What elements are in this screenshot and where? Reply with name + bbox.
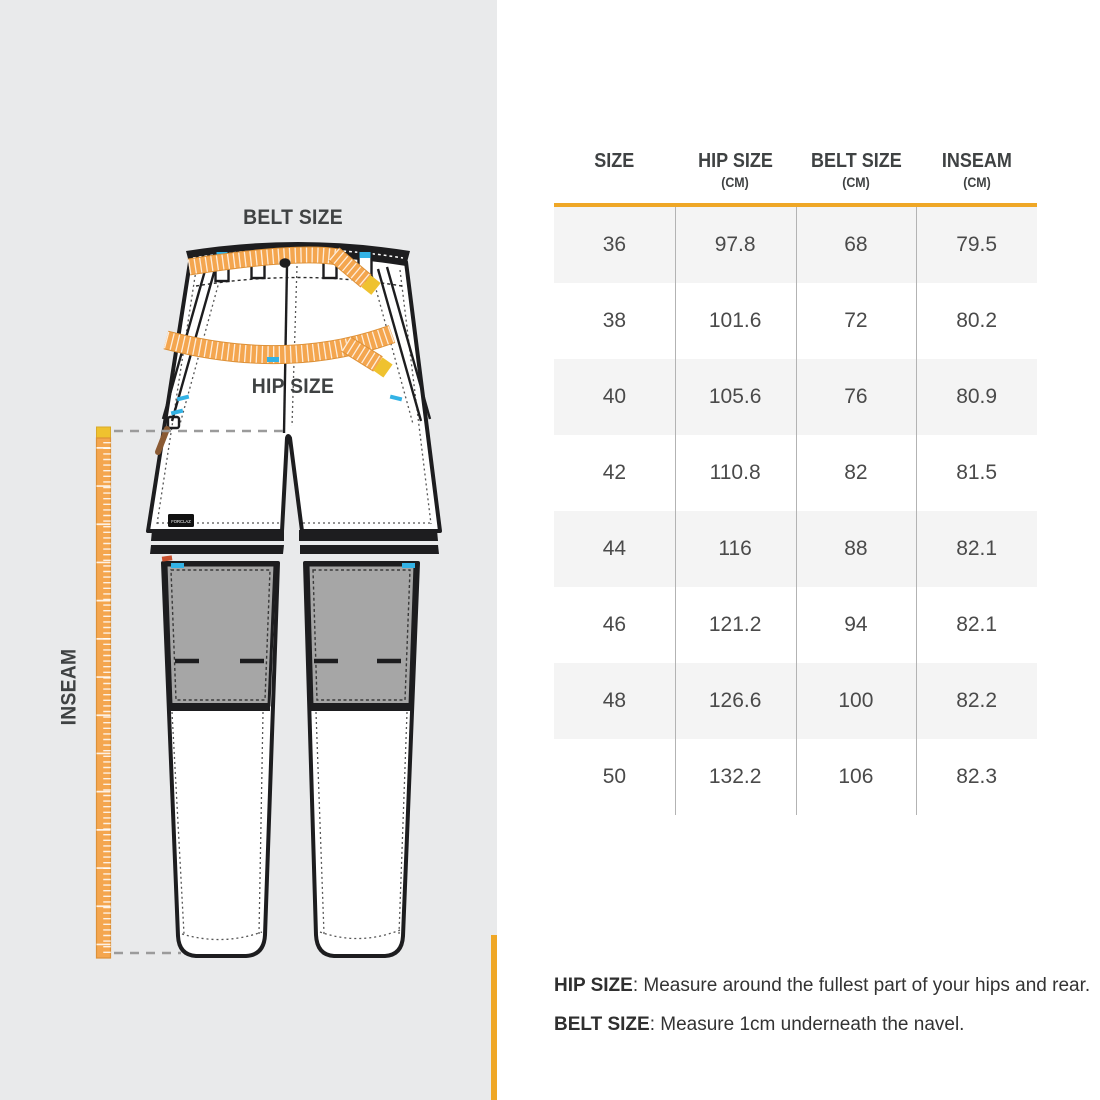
cell-inseam: 82.3: [956, 765, 998, 788]
cell-hip: 121.2: [708, 613, 762, 636]
right-lower-leg: [305, 563, 418, 956]
brand-label: [168, 514, 194, 527]
cell-belt: 94: [844, 613, 868, 636]
cell-belt: 106: [838, 765, 874, 788]
cell-hip: 105.6: [708, 385, 762, 408]
table-header-row: [554, 140, 1037, 191]
cell-hip: 110.8: [709, 461, 761, 484]
hip-size-note-label: HIP SIZE: [554, 975, 633, 996]
cell-hip: 101.6: [708, 309, 762, 332]
measurement-notes: [554, 966, 1091, 1044]
table-body: [554, 207, 1037, 815]
cell-hip: 116: [718, 537, 752, 560]
inseam-tape-tip: [97, 427, 111, 438]
column-label: BELT SIZE: [810, 150, 902, 172]
hip-size-note-text: : Measure around the fullest part of your hips and rear.: [632, 975, 1091, 996]
svg-text:FORCLAZ: FORCLAZ: [171, 519, 191, 524]
column-separator: [916, 207, 917, 815]
belt-tape-tip: [366, 281, 376, 289]
right-knee-panel: [308, 565, 415, 705]
hip-size-note: [554, 966, 1091, 1005]
left-knee-panel: [166, 565, 275, 705]
cell-size: 50: [602, 765, 627, 788]
column-label: HIP SIZE: [697, 150, 773, 172]
cell-size: 44: [602, 537, 627, 560]
hip-zipper-accent: [267, 357, 279, 362]
cell-belt: 72: [844, 309, 868, 332]
zip-off-bands: [150, 530, 439, 554]
column-header-inseam: [916, 148, 1037, 191]
column-unit: (CM): [962, 175, 991, 190]
cell-size: 46: [602, 613, 627, 636]
cell-size: 48: [602, 689, 627, 712]
cell-belt: 68: [844, 233, 868, 256]
inseam-label: INSEAM: [57, 648, 81, 726]
hip-size-label: HIP SIZE: [251, 375, 335, 398]
cell-belt: 100: [838, 689, 874, 712]
column-separator: [675, 207, 676, 815]
cell-hip: 97.8: [714, 233, 756, 256]
belt-size-note: [554, 1005, 1074, 1044]
size-table-panel: [497, 0, 1100, 1100]
column-header-size: [554, 148, 675, 191]
cell-hip: 126.6: [708, 689, 762, 712]
cell-inseam: 82.2: [956, 689, 998, 712]
waist-button: [280, 258, 291, 268]
belt-size-label: BELT SIZE: [243, 206, 343, 229]
cell-inseam: 80.2: [956, 309, 998, 332]
column-separator: [796, 207, 797, 815]
column-label: INSEAM: [941, 150, 1012, 172]
cell-size: 38: [602, 309, 627, 332]
column-header-hip-size: [675, 148, 796, 191]
cell-size: 36: [602, 233, 627, 256]
measurement-diagram-panel: [0, 0, 497, 1100]
red-tab: [162, 555, 173, 561]
belt-size-note-text: : Measure 1cm underneath the navel.: [649, 1014, 965, 1035]
cell-size: 40: [602, 385, 627, 408]
cell-inseam: 80.9: [956, 385, 998, 408]
left-lower-leg: [162, 555, 278, 956]
cell-inseam: 82.1: [956, 537, 998, 560]
hip-tape-tip: [378, 364, 388, 371]
column-header-belt-size: [796, 148, 917, 191]
cell-belt: 76: [844, 385, 868, 408]
belt-size-note-label: BELT SIZE: [554, 1014, 650, 1035]
column-unit: (CM): [721, 175, 749, 190]
cell-hip: 132.2: [708, 765, 762, 788]
cell-inseam: 81.5: [956, 461, 998, 484]
column-label: SIZE: [594, 150, 635, 172]
inseam-tape-measure: [97, 427, 111, 958]
cell-belt: 82: [844, 461, 868, 484]
cell-inseam: 82.1: [956, 613, 998, 636]
size-table: [554, 140, 1037, 815]
cell-inseam: 79.5: [956, 233, 998, 256]
pants-diagram: [0, 0, 497, 1100]
cell-belt: 88: [844, 537, 868, 560]
column-unit: (CM): [842, 175, 870, 190]
cell-size: 42: [602, 461, 627, 484]
